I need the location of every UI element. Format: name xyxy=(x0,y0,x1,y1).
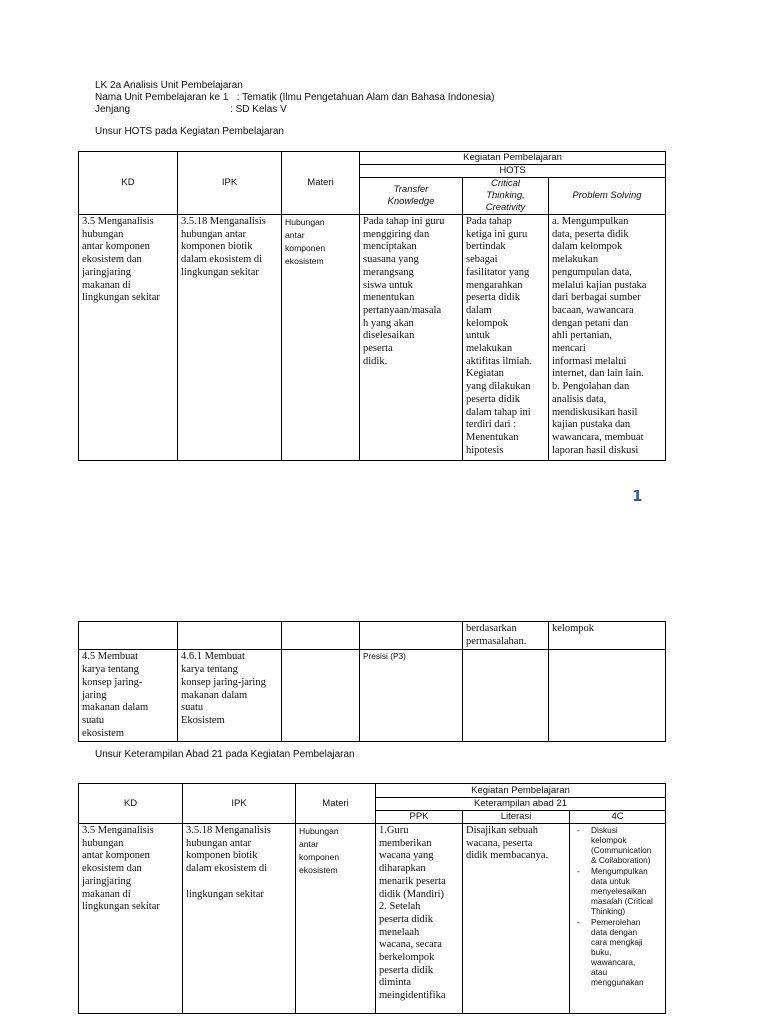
section1-title: Unsur HOTS pada Kegiatan Pembelajaran xyxy=(95,126,284,137)
cell-ipk xyxy=(178,622,282,650)
list-item: - Diskusi kelompok (Communication & Collaboration) xyxy=(591,825,662,865)
cell-problem: a. Mengumpulkan data, peserta didik dalam kelompok melakukan pengumpulan data, melalui kajian pustaka dari berbagai sumber bacaan, wawancara dengan petani dan ahli pertanian, mencari informasi melalui internet, dan lain lain. b. Pengolahan dan analisis data, mendiskusikan hasil kajian pustaka dan wawancara, membuat laporan hasil diskusi xyxy=(549,215,666,461)
table-row xyxy=(79,622,666,650)
cell-transfer: Presisi (P3) xyxy=(360,650,463,742)
hdr-problem-solving: Problem Solving xyxy=(549,178,666,215)
hdr-abad21: Keterampilan abad 21 xyxy=(376,798,666,811)
cell-problem: kelompok xyxy=(549,622,666,650)
cell-kd: 4.5 Membuat karya tentang konsep jaring- jaring makanan dalam suatu ekosistem xyxy=(79,650,178,742)
doc-title: LK 2a Analisis Unit Pembelajaran xyxy=(95,80,243,91)
cell-materi xyxy=(282,650,360,742)
hdr-hots: HOTS xyxy=(360,165,666,178)
4c-list xyxy=(573,825,662,987)
hdr-literasi: Literasi xyxy=(463,811,570,824)
cell-transfer: Pada tahap ini guru menggiring dan menciptakan suasana yang merangsang siswa untuk menentukan pertanyaan/masala h yang akan diselesaikan peserta didik. xyxy=(360,215,463,461)
table-row xyxy=(79,650,666,742)
list-item: - Pemerolehan data dengan cara mengkaji buku, wawancara, atau menggunakan xyxy=(591,917,662,987)
cell-critical: berdasarkan permasalahan. xyxy=(463,622,549,650)
cell-transfer xyxy=(360,622,463,650)
hdr-ipk: IPK xyxy=(183,784,296,824)
table-row xyxy=(79,215,666,461)
cell-critical: Pada tahap ketiga ini guru bertindak sebagai fasilitator yang mengarahkan peserta didik dalam kelompok untuk melakukan aktifitas ilmiah. Kegiatan yang dilakukan peserta didik dalam tahap ini terdiri dari : Menentukan hipotesis xyxy=(463,215,549,461)
hdr-kd: KD xyxy=(79,152,178,215)
hdr-materi: Materi xyxy=(282,152,360,215)
hdr-critical-thinking: Critical Thinking, Creativity xyxy=(463,178,549,215)
hdr-ipk: IPK xyxy=(178,152,282,215)
section2-title: Unsur Keterampilan Abad 21 pada Kegiatan Pembelajaran xyxy=(95,749,355,760)
hdr-ppk: PPK xyxy=(376,811,463,824)
table-row xyxy=(79,824,666,1014)
hots-table-continued xyxy=(78,621,666,742)
cell-ipk: 3.5.18 Menganalisis hubungan antar komponen biotik dalam ekosistem di lingkungan sekitar xyxy=(178,215,282,461)
list-item: - Mengumpulkan data untuk menyelesaikan masalah (Critical Thinking) xyxy=(591,866,662,916)
cell-materi xyxy=(282,622,360,650)
cell-ipk: 3.5.18 Menganalisis hubungan antar komponen biotik dalam ekosistem di lingkungan sekitar xyxy=(183,824,296,1014)
hdr-kd: KD xyxy=(79,784,183,824)
hots-table xyxy=(78,151,666,461)
hdr-materi: Materi xyxy=(296,784,376,824)
cell-kd xyxy=(79,622,178,650)
cell-kd: 3.5 Menganalisis hubungan antar komponen ekosistem dan jaringjaring makanan di lingkungan sekitar xyxy=(79,215,178,461)
hdr-4c: 4C xyxy=(570,811,666,824)
skills-table xyxy=(78,783,666,1014)
cell-literasi: Disajikan sebuah wacana, peserta didik membacanya. xyxy=(463,824,570,1014)
cell-materi: Hubungan antar komponen ekosistem xyxy=(282,215,360,461)
cell-ipk: 4.6.1 Membuat karya tentang konsep jaring-jaring makanan dalam suatu Ekosistem xyxy=(178,650,282,742)
cell-ppk: 1.Guru memberikan wacana yang diharapkan menarik peserta didik (Mandiri) 2. Setelah peserta didik menelaah wacana, secara berkelompok peserta didik diminta meingidentifika xyxy=(376,824,463,1014)
level-line: Jenjang : SD Kelas V xyxy=(95,104,287,115)
hdr-kegiatan: Kegiatan Pembelajaran xyxy=(376,784,666,798)
hdr-kegiatan: Kegiatan Pembelajaran xyxy=(360,152,666,165)
page-number: 1 xyxy=(632,487,643,505)
cell-materi: Hubungan antar komponen ekosistem xyxy=(296,824,376,1014)
cell-problem xyxy=(549,650,666,742)
cell-kd: 3.5 Menganalisis hubungan antar komponen ekosistem dan jaringjaring makanan di lingkungan sekitar xyxy=(79,824,183,1014)
hdr-transfer-knowledge: Transfer Knowledge xyxy=(360,178,463,215)
unit-name-line: Nama Unit Pembelajaran ke 1 : Tematik (Ilmu Pengetahuan Alam dan Bahasa Indonesia) xyxy=(95,92,495,103)
cell-4c xyxy=(570,824,666,1014)
cell-critical xyxy=(463,650,549,742)
